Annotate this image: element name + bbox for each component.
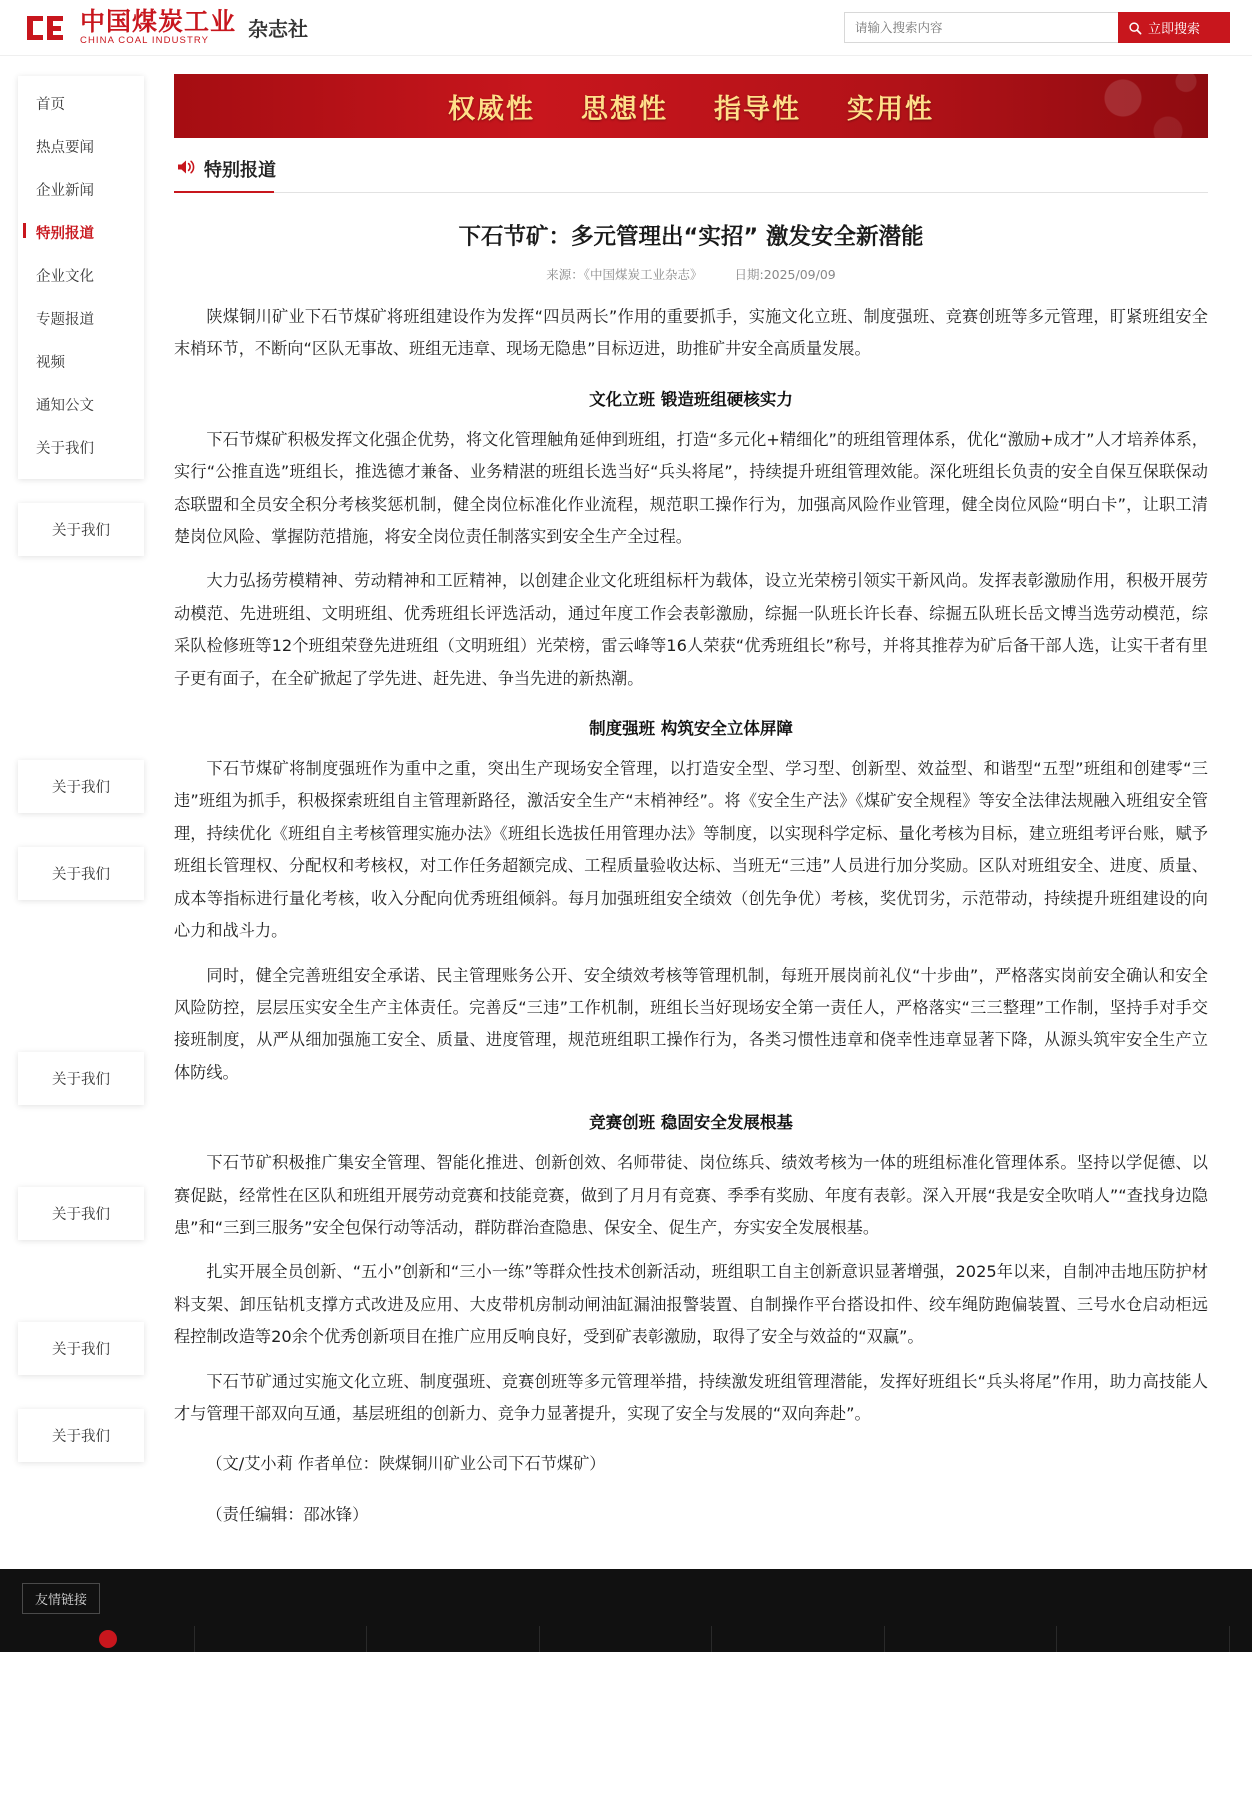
sidebar-item-notice-documents[interactable]: 通知公文 xyxy=(36,398,94,414)
sidebar-card-about-4[interactable]: 关于我们 xyxy=(18,1052,144,1105)
sidebar xyxy=(0,56,162,1496)
main-content xyxy=(162,56,1252,1569)
article-subheading: 竞赛创班 稳固安全发展根基 xyxy=(589,1113,793,1133)
friend-link-cell[interactable] xyxy=(540,1626,713,1652)
article-paragraph: 下石节煤矿将制度强班作为重中之重，突出生产现场安全管理，以打造安全型、学习型、创新型、效益型、和谐型“五型”班组和创建零“三违”班组为抓手，积极探索班组自主管理新路径，激活安全生产“末梢神经”。将《安全生产法》《煤矿安全规程》等安全法律法规融入班组安全管理，持续优化《班组自主考核管理实施办法》《班组长选拔任用管理办法》等制度，以实现科学定标、量化考核为目标，建立班组考评台账，赋予班组长管理权、分配权和考核权，对工作任务超额完成、工程质量验收达标、当班无“三违”人员进行加分奖励。区队对班组安全、进度、质量、成本等指标进行量化考核，收入分配向优秀班组倾斜。每月加强班组安全绩效（创先争优）考核，奖优罚劣，示范带动，持续提升班组建设的向心力和战斗力。 xyxy=(174,759,1208,941)
friend-link-cell[interactable] xyxy=(367,1626,540,1652)
sidebar-card-about-6[interactable]: 关于我们 xyxy=(18,1322,144,1375)
article-paragraph: 扎实开展全员创新、“五小”创新和“三小一练”等群众性技术创新活动，班组职工自主创新意识显著增强，2025年以来，自制冲击地压防护材料支架、卸压钻机支撑方式改进及应用、大皮带机房制动闸油缸漏油报警装置、自制操作平台搭设扣件、绞车绳防跑偏装置、三号水仓启动柜远程控制改造等20余个优秀创新项目在推广应用反响良好，受到矿表彰激励，取得了安全与效益的“双赢”。 xyxy=(174,1262,1208,1347)
article-subheading: 制度强班 构筑安全立体屏障 xyxy=(589,719,793,739)
banner-word-1: 权威性 xyxy=(448,93,535,125)
sidebar-item-about-us[interactable]: 关于我们 xyxy=(36,441,94,457)
article-paragraph: 下石节矿通过实施文化立班、制度强班、竞赛创班等多元管理举措，持续激发班组管理潜能，发挥好班组长“兵头将尾”作用，助力高技能人才与管理干部双向互通，基层班组的创新力、竞争力显著提升，实现了安全与发展的“双向奔赴”。 xyxy=(174,1371,1208,1423)
search-button[interactable] xyxy=(1118,12,1230,43)
article-paragraph: 下石节矿积极推广集安全管理、智能化推进、创新创效、名师带徒、岗位练兵、绩效考核为一体的班组标准化管理体系。坚持以学促德、以赛促跶，经常性在区队和班组开展劳动竞赛和技能竞赛，做到了月月有竞赛、季季有奖励、年度有表彰。深入开展“我是安全吹哨人”“查找身边隐患”和“三到三服务”安全包保行动等活动，群防群治查隐患、保安全、促生产，夯实安全发展根基。 xyxy=(174,1153,1208,1237)
logo-title-en: CHINA COAL INDUSTRY xyxy=(80,35,210,47)
sidebar-item-topic-report[interactable]: 专题报道 xyxy=(36,312,94,328)
banner-word-2: 思想性 xyxy=(581,93,668,125)
logo-title-cn: 中国煤炭工业 xyxy=(80,6,237,36)
search-input[interactable] xyxy=(844,12,1118,43)
friend-link-cell[interactable] xyxy=(885,1626,1058,1652)
friend-links-row xyxy=(22,1626,1230,1652)
content-bottom-spacer xyxy=(174,1531,1208,1569)
article-paragraph: 大力弘扬劳模精神、劳动精神和工匠精神，以创建企业文化班组标杆为载体，设立光荣榜引领实干新风尚。发挥表彰激励作用，积极开展劳动模范、先进班组、文明班组、优秀班组长评选活动，通过年度工作会表彰激励，综掘一队班长许长春、综掘五队班长岳文博当选劳动模范，综采队检修班等12个班组荣登先进班组（文明班组）光荣榜，雷云峰等16人荣获“优秀班组长”称号，并将其推荐为矿后备干部人选，让实干者有里子更有面子，在全矿掀起了学先进、赶先进、争当先进的新热潮。 xyxy=(174,571,1208,688)
site-header xyxy=(0,0,1252,56)
search-icon xyxy=(1128,21,1142,35)
article-meta xyxy=(174,265,1208,283)
sidebar-item-enterprise-news[interactable]: 企业新闻 xyxy=(36,183,94,199)
page-body xyxy=(0,56,1252,1569)
friend-link-cell[interactable] xyxy=(1057,1626,1230,1652)
sidebar-gap-3 xyxy=(18,1139,162,1187)
friend-link-cell[interactable] xyxy=(195,1626,368,1652)
sidebar-gap-4 xyxy=(18,1274,162,1322)
logo-subtitle: 杂志社 xyxy=(248,17,309,41)
sidebar-nav xyxy=(18,76,144,479)
article-paragraph: 下石节煤矿积极发挥文化强企优势，将文化管理触角延伸到班组，打造“多元化+精细化”的班组管理体系，优化“激励+成才”人才培养体系，实行“公推直选”班组长，推选德才兼备、业务精湛的班组长选当好“兵头将尾”，持续提升班组管理效能。深化班组长负责的安全自保互保联保动态联盟和全员安全积分考核奖惩机制，健全岗位标准化作业流程，规范职工操作行为，加强高风险作业管理，健全岗位风险“明白卡”，让职工清楚岗位风险、掌握防范措施，将安全岗位责任制落实到安全生产全过程。 xyxy=(174,429,1208,547)
section-header xyxy=(174,138,1208,193)
sidebar-item-home[interactable]: 首页 xyxy=(36,97,65,113)
partner-logo-icon xyxy=(99,1630,117,1648)
coal-industry-logo-icon xyxy=(22,11,70,45)
friend-links-label: 友情链接 xyxy=(22,1583,100,1614)
article-subheading: 文化立班 锻造班组硬核实力 xyxy=(589,389,793,409)
site-logo[interactable] xyxy=(22,6,309,47)
friend-link-cell[interactable] xyxy=(22,1626,195,1652)
sidebar-item-hot-news[interactable]: 热点要闻 xyxy=(36,140,94,156)
search-area xyxy=(844,12,1230,43)
sidebar-gap-1 xyxy=(18,590,162,760)
banner-word-4: 实用性 xyxy=(847,93,934,125)
article-author-line: （文/艾小莉 作者单位：陕煤铜川矿业公司下石节煤矿） xyxy=(206,1454,606,1474)
page-title: 下石节矿：多元管理出“实招” 激发安全新潜能 xyxy=(458,224,924,250)
speaker-icon xyxy=(176,158,196,181)
promo-banner xyxy=(174,74,1208,138)
sidebar-card-about-5[interactable]: 关于我们 xyxy=(18,1187,144,1240)
sidebar-card-about-2[interactable]: 关于我们 xyxy=(18,760,144,813)
article-paragraph: 同时，健全完善班组安全承诺、民主管理账务公开、安全绩效考核等管理机制，每班开展岗前礼仪“十步曲”，严格落实岗前安全确认和安全风险防控，层层压实安全生产主体责任。完善反“三违”工作机制，班组长当好现场安全第一责任人，严格落实“三三整理”工作制，坚持手对手交接班制度，从严从细加强施工安全、质量、进度管理，规范班组职工操作行为，各类习惯性违章和侥幸性违章显著下降，从源头筑牢安全生产立体防线。 xyxy=(174,965,1208,1082)
search-button-label: 立即搜索 xyxy=(1148,22,1201,37)
section-title: 特别报道 xyxy=(204,160,276,181)
article-editor-line: （责任编辑：邵冰锋） xyxy=(206,1504,369,1524)
sidebar-card-about-7[interactable]: 关于我们 xyxy=(18,1409,144,1462)
article-source: 来源：《中国煤炭工业杂志》 xyxy=(546,267,703,282)
sidebar-card-about-1[interactable]: 关于我们 xyxy=(18,503,144,556)
article-paragraph: 陕煤铜川矿业下石节煤矿将班组建设作为发挥“四员两长”作用的重要抓手，实施文化立班、制度强班、竞赛创班等多元管理，盯紧班组安全末梢环节，不断向“区队无事故、班组无违章、现场无隐患”目标迈进，助推矿井安全高质量发展。 xyxy=(174,307,1208,359)
sidebar-item-video[interactable]: 视频 xyxy=(36,355,65,371)
sidebar-item-special-report[interactable]: 特别报道 xyxy=(18,211,144,254)
friend-link-cell[interactable] xyxy=(712,1626,885,1652)
sidebar-item-enterprise-culture[interactable]: 企业文化 xyxy=(36,269,94,285)
banner-word-3: 指导性 xyxy=(714,93,801,125)
article-date: 日期:2025/09/09 xyxy=(734,267,836,282)
sidebar-gap-2 xyxy=(18,934,162,1052)
sidebar-card-about-3[interactable]: 关于我们 xyxy=(18,847,144,900)
site-footer xyxy=(0,1569,1252,1652)
